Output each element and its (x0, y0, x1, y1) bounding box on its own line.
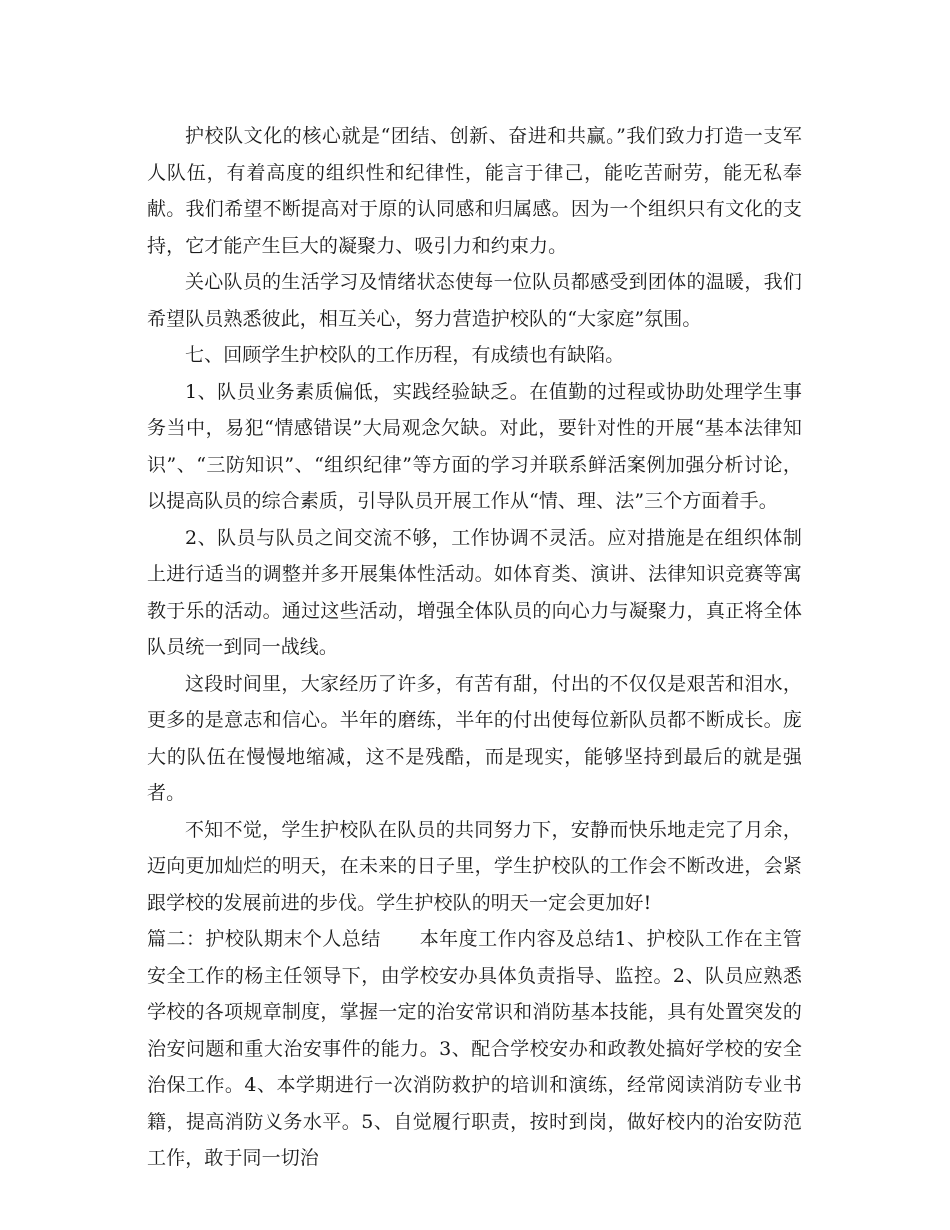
paragraph-issue-two: 2、队员与队员之间交流不够，工作协调不灵活。应对措施是在组织体制上进行适当的调整并多开展集体性活动。如体育类、演讲、法律知识竞赛等寓教于乐的活动。通过这些活动，增强全体队员的向心力与凝聚力，真正将全体队员统一到同一战线。 (147, 526, 802, 658)
paragraph-section-seven-heading: 七、回顾学生护校队的工作历程，有成绩也有缺陷。 (185, 344, 625, 366)
paragraph-part-two-summary: 篇二：护校队期末个人总结 本年度工作内容及总结1、护校队工作在主管安全工作的杨主任领导下，由学校安办具体负责指导、监控。2、队员应熟悉学校的各项规章制度，掌握一定的治安常识和消防基本技能，具有处置突发的治安问题和重大治安事件的能力。3、配合学校安办和政教处搞好学校的安全治保工作。4、本学期进行一次消防救护的培训和演练，经常阅读消防专业书籍，提高消防义务水平。5、自觉履行职责，按时到岗，做好校内的治安防范工作，敢于同一切治 (147, 928, 802, 1169)
paragraph-issue-one: 1、队员业务素质偏低，实践经验缺乏。在值勤的过程或协助处理学生事务当中，易犯“情感错误”大局观念欠缺。对此，要针对性的开展“基本法律知识”、“三防知识”、“组织纪律”等方面的学习并联系鲜活案例加强分析讨论，以提高队员的综合素质，引导队员开展工作从“情、理、法”三个方面着手。 (147, 380, 802, 512)
paragraph-conclusion: 不知不觉，学生护校队在队员的共同努力下，安静而快乐地走完了月余，迈向更加灿烂的明天，在未来的日子里，学生护校队的工作会不断改进，会紧跟学校的发展前进的步伐。学生护校队的明天一定会更加好! (147, 818, 802, 914)
paragraph-reflection: 这段时间里，大家经历了许多，有苦有甜，付出的不仅仅是艰苦和泪水，更多的是意志和信心。半年的磨练，半年的付出使每位新队员都不断成长。庞大的队伍在慢慢地缩减，这不是残酷，而是现实，能够坚持到最后的就是强者。 (147, 672, 802, 804)
paragraph-care-for-members: 关心队员的生活学习及情绪状态使每一位队员都感受到团体的温暖，我们希望队员熟悉彼此，相互关心，努力营造护校队的“大家庭”氛围。 (147, 271, 802, 330)
paragraph-team-culture: 护校队文化的核心就是“团结、创新、奋进和共赢。”我们致力打造一支军人队伍，有着高度的组织性和纪律性，能言于律己，能吃苦耐劳，能无私奉献。我们希望不断提高对于原的认同感和归属感。因为一个组织只有文化的支持，它才能产生巨大的凝聚力、吸引力和约束力。 (147, 125, 802, 257)
document-body (147, 118, 802, 1177)
